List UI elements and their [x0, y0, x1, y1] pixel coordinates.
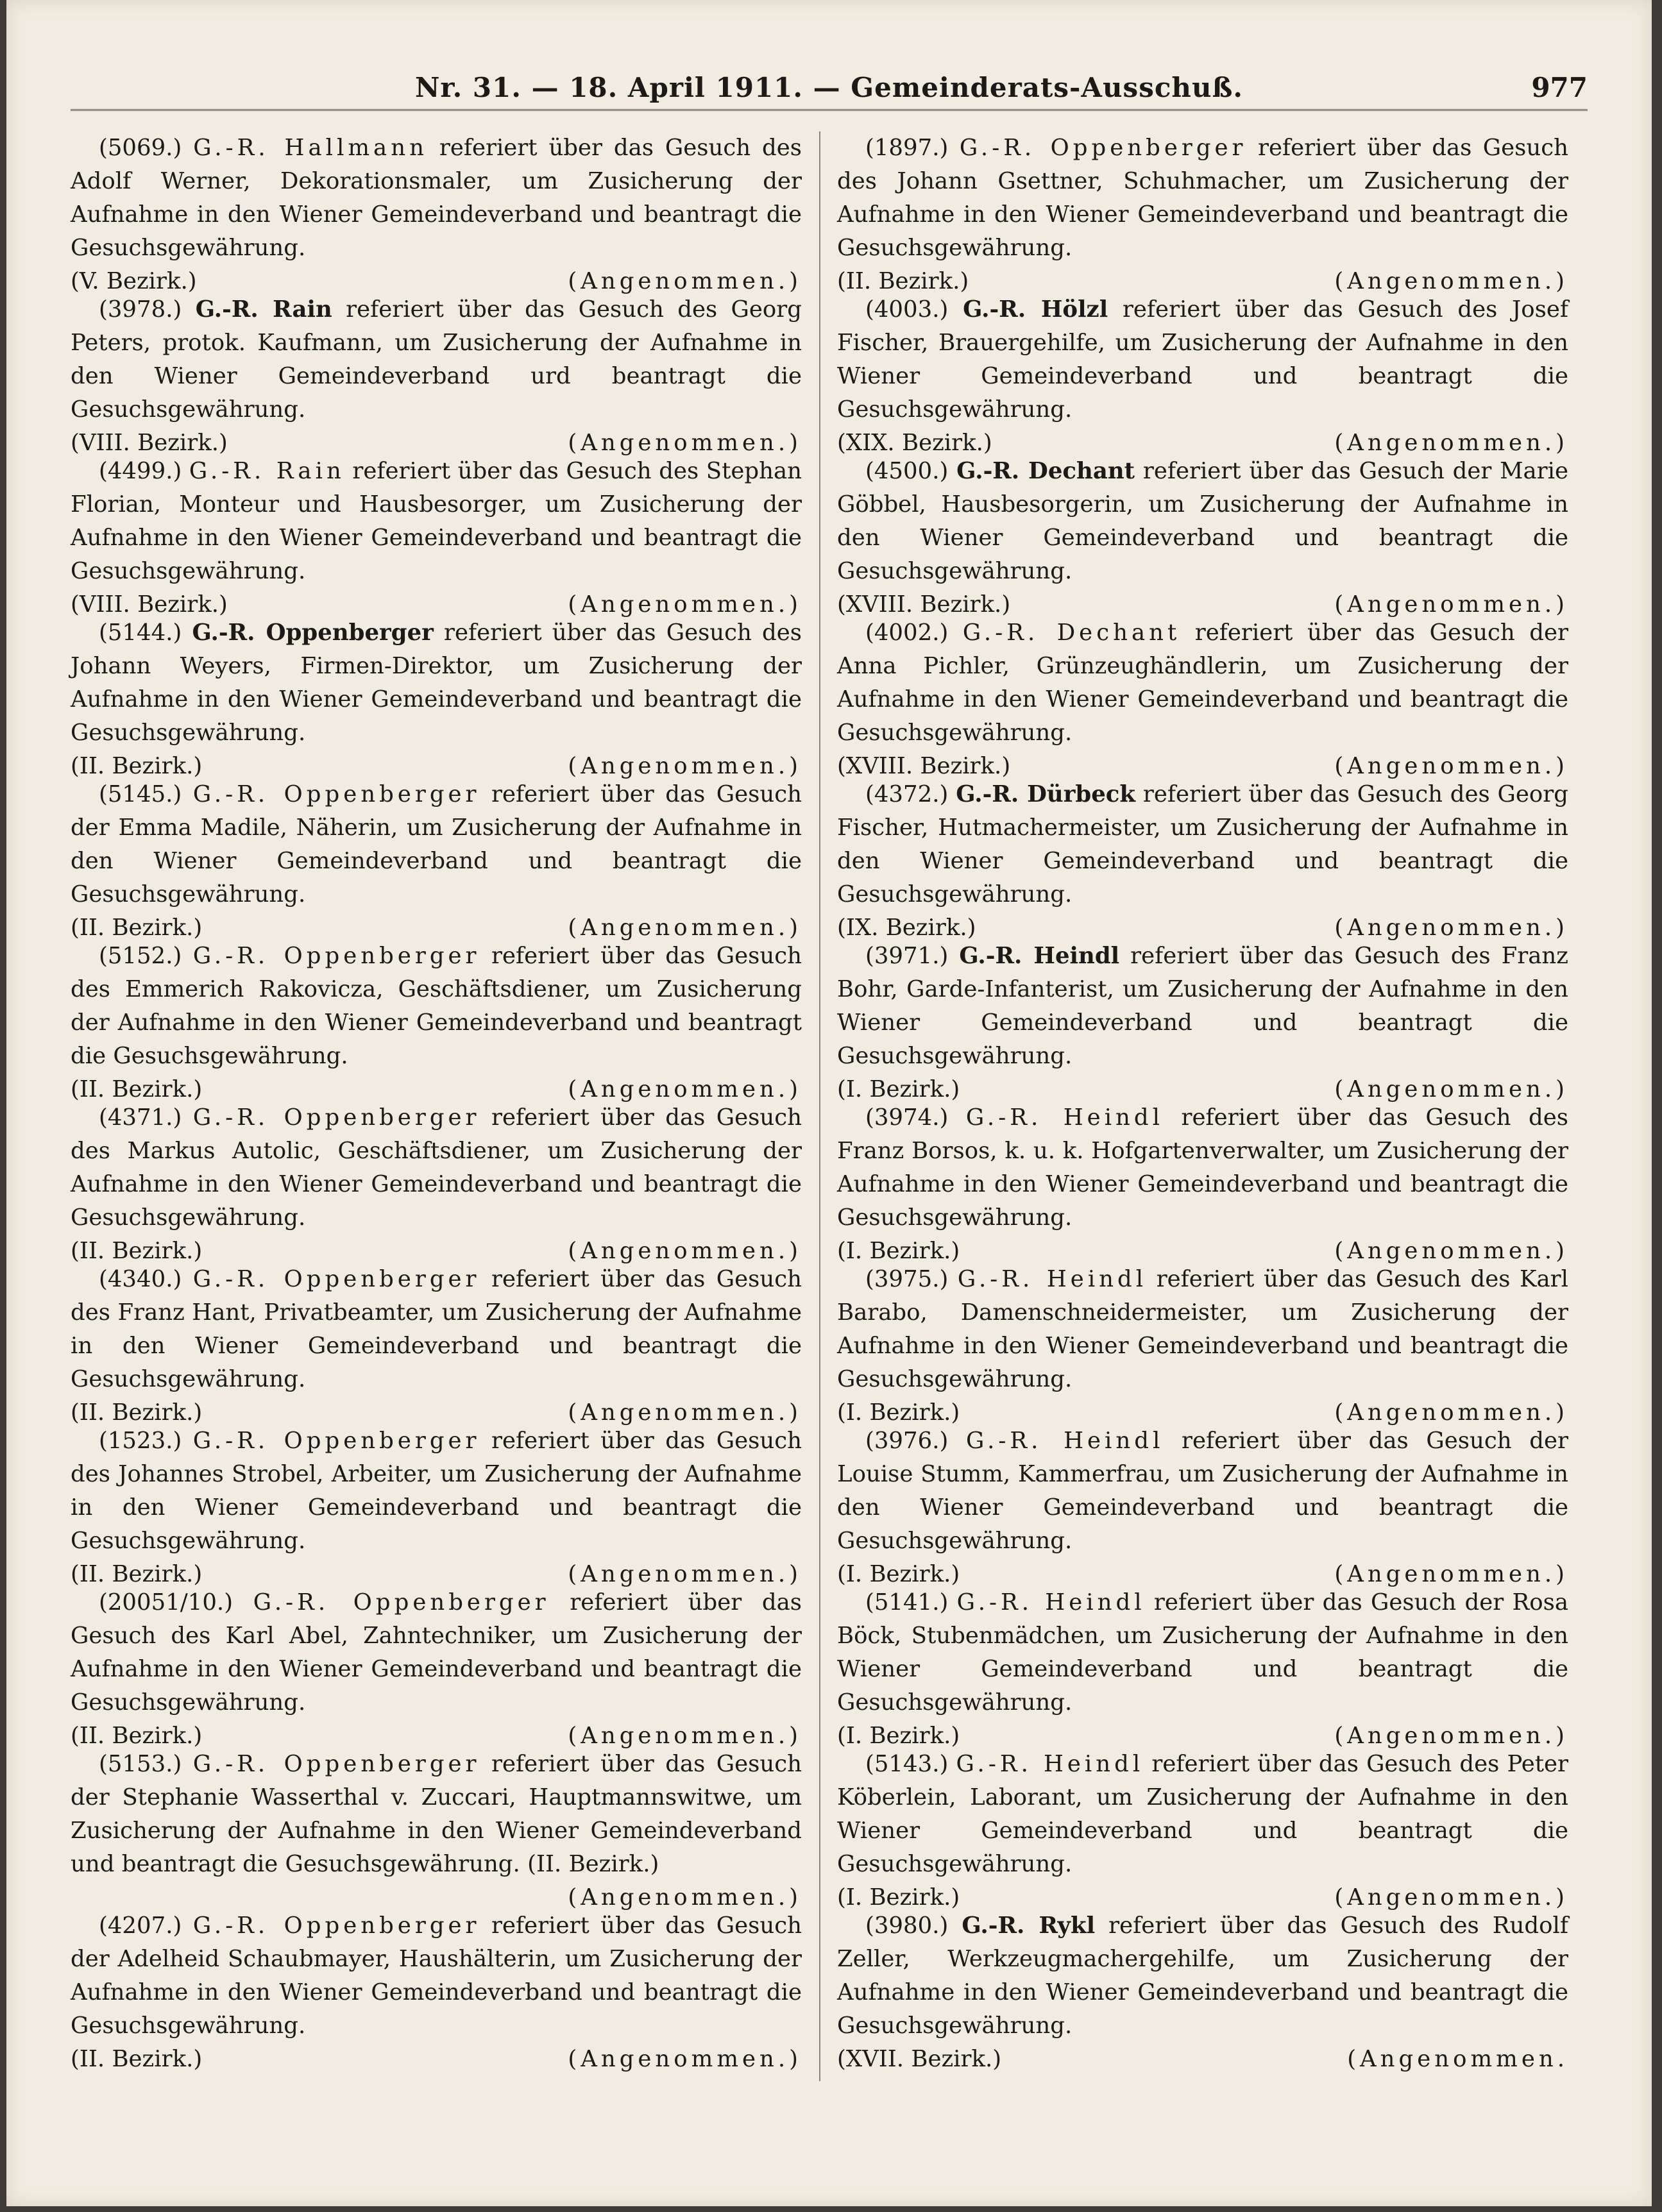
entry-text: [71, 616, 802, 750]
result-label: (Angenommen.): [568, 268, 802, 294]
district-label: (V. Bezirk.): [71, 268, 197, 294]
resolution-entry: [837, 1909, 1568, 2071]
entry-number: (3976.): [865, 1428, 949, 1454]
entry-body: referiert über das Gesuch der Rosa Böck, Stubenmädchen, um Zusicherung der Aufnahme in den Wiener Gemeindeverband und beantragt die Gesuchsgewährung.: [837, 1589, 1568, 1716]
reporter-name: G.-R. Rain: [195, 296, 332, 323]
reporter-name: G.-R. Dürbeck: [956, 781, 1136, 807]
entry-footer: [71, 2043, 802, 2076]
resolution-entry: [71, 293, 802, 455]
entry-text: [71, 131, 802, 265]
entry-text: [71, 778, 802, 911]
district-label: (II. Bezirk.): [71, 2046, 203, 2072]
resolution-entry: [837, 778, 1568, 940]
result-label: (Angenommen.): [1334, 915, 1568, 941]
entry-text: [837, 455, 1568, 588]
entry-text: [71, 1748, 802, 1881]
result-label: (Angenommen.): [568, 2046, 802, 2072]
reporter-name: G.-R. Oppenberger: [192, 1266, 480, 1292]
left-column: [71, 131, 802, 2071]
entry-body: referiert über das Gesuch des Peter Köberlein, Laborant, um Zusicherung der Aufnahme in den Wiener Gemeindeverband und beantragt die Gesuchsgewährung.: [837, 1751, 1568, 1877]
entry-text: [837, 1263, 1568, 1396]
entry-body: referiert über das Gesuch des Karl Abel, Zahntechniker, um Zusicherung der Aufnahme in den Wiener Gemeindeverband und beantragt die Gesuchsgewährung.: [71, 1589, 802, 1716]
reporter-name: G.-R. Oppenberger: [192, 781, 480, 807]
district-label: (II. Bezirk.): [71, 753, 203, 779]
reporter-name: G.-R. Heindl: [965, 1104, 1164, 1131]
entry-body: referiert über das Gesuch des Franz Hant, Privatbeamter, um Zusicherung der Aufnahme in den Wiener Gemeindeverband und beantragt die Gesuchsgewährung.: [71, 1266, 802, 1392]
entry-body: referiert über das Gesuch des Franz Borsos, k. u. k. Hofgartenverwalter, um Zusicherung der Aufnahme in den Wiener Gemeindeverband und beantragt die Gesuchsgewährung.: [837, 1104, 1568, 1231]
entry-number: (5144.): [99, 620, 182, 646]
newspaper-page: [6, 0, 1652, 2206]
district-label: (I. Bezirk.): [837, 1238, 960, 1264]
resolution-entry: [71, 778, 802, 940]
entry-text: [837, 1586, 1568, 1719]
resolution-entry: [837, 1586, 1568, 1748]
district-label: (VIII. Bezirk.): [71, 591, 228, 618]
result-label: (Angenommen.): [568, 915, 802, 941]
entry-text: [837, 131, 1568, 265]
entry-text: [71, 1263, 802, 1396]
result-label: (Angenommen.): [1334, 1076, 1568, 1102]
resolution-entry: [837, 1263, 1568, 1424]
district-label: (II. Bezirk.): [71, 1723, 203, 1749]
result-label: (Angenommen.): [568, 1076, 802, 1102]
entry-text: [837, 1101, 1568, 1235]
entry-body: referiert über das Gesuch des Stephan Florian, Monteur und Hausbesorger, um Zusicherung der Aufnahme in den Wiener Gemeindeverband und beantragt die Gesuchsgewährung.: [71, 458, 802, 584]
entry-number: (3971.): [865, 943, 949, 969]
reporter-name: G.-R. Oppenberger: [253, 1589, 550, 1616]
result-label: (Angenommen.): [1334, 753, 1568, 779]
entry-text: [837, 778, 1568, 911]
reporter-name: G.-R. Dechant: [962, 620, 1181, 646]
district-label: (I. Bezirk.): [837, 1076, 960, 1102]
district-label: (II. Bezirk.): [71, 915, 203, 941]
resolution-entry: [837, 1748, 1568, 1909]
district-label: (II. Bezirk.): [837, 268, 969, 294]
reporter-name: G.-R. Oppenberger: [192, 943, 480, 969]
resolution-entry: [71, 616, 802, 778]
page-number: 977: [1531, 72, 1588, 103]
entry-body: referiert über das Gesuch des Rudolf Zeller, Werkzeugmachergehilfe, um Zusicherung der Aufnahme in den Wiener Gemeindeverband und beantragt die Gesuchsgewährung.: [837, 1912, 1568, 2039]
entry-body: referiert über das Gesuch des Emmerich Rakovicza, Geschäftsdiener, um Zusicherung der Aufnahme in den Wiener Gemeindeverband und beantragt die Gesuchsgewährung.: [71, 943, 802, 1069]
resolution-entry: [837, 1101, 1568, 1263]
result-label: (Angenommen.): [1334, 430, 1568, 456]
result-label: (Angenommen.): [568, 1723, 802, 1749]
entry-text: [71, 1101, 802, 1235]
reporter-name: G.-R. Oppenberger: [192, 1104, 480, 1131]
entry-number: (4003.): [865, 296, 949, 323]
entry-number: (4499.): [99, 458, 182, 484]
header-rule: [71, 109, 1588, 111]
entry-text: [837, 1748, 1568, 1881]
entry-text: [71, 1424, 802, 1558]
result-label: (Angenommen.): [568, 1561, 802, 1587]
resolution-entry: [71, 1263, 802, 1424]
result-label: (Angenommen.): [568, 1399, 802, 1426]
entry-body: referiert über das Gesuch der Louise Stumm, Kammerfrau, um Zusicherung der Aufnahme in den Wiener Gemeindeverband und beantragt die Gesuchsgewährung.: [837, 1428, 1569, 1554]
reporter-name: G.-R. Oppenberger: [192, 1912, 480, 1939]
entry-number: (4207.): [99, 1912, 182, 1939]
district-label: (II. Bezirk.): [71, 1399, 203, 1426]
district-label: (II. Bezirk.): [71, 1561, 203, 1587]
resolution-entry: [837, 455, 1568, 616]
district-label: (II. Bezirk.): [71, 1238, 203, 1264]
column-divider: [819, 131, 820, 2081]
entry-text: [71, 293, 802, 426]
entry-text: [837, 293, 1568, 426]
district-label: (I. Bezirk.): [837, 1723, 960, 1749]
entry-text: [837, 1424, 1568, 1558]
result-label: (Angenommen.): [568, 753, 802, 779]
entry-number: (4372.): [865, 781, 949, 807]
district-label: (VIII. Bezirk.): [71, 430, 228, 456]
entry-footer: [837, 2043, 1568, 2076]
entry-number: (5153.): [99, 1751, 182, 1777]
reporter-name: G.-R. Heindl: [966, 1428, 1164, 1454]
entry-number: (3980.): [865, 1912, 949, 1939]
district-label: (I. Bezirk.): [837, 1884, 960, 1911]
resolution-entry: [71, 1748, 802, 1909]
result-label: (Angenommen.): [1334, 268, 1568, 294]
reporter-name: G.-R. Heindl: [956, 1589, 1146, 1616]
entry-text: [71, 1586, 802, 1719]
entry-number: (4500.): [865, 458, 949, 484]
result-label: (Angenommen.): [1334, 1723, 1568, 1749]
resolution-entry: [71, 1586, 802, 1748]
result-label: (Angenommen.): [568, 591, 802, 618]
reporter-name: G.-R. Rain: [189, 458, 345, 484]
entry-body: referiert über das Gesuch der Stephanie Wasserthal v. Zuccari, Hauptmannswitwe, um Zusicherung der Aufnahme in den Wiener Gemeindeverband und beantragt die Gesuchsgewährung. (II. Bezirk.): [71, 1751, 802, 1877]
result-label: (Angenommen.): [1334, 1399, 1568, 1426]
district-label: (XIX. Bezirk.): [837, 430, 992, 456]
entry-body: referiert über das Gesuch des Georg Fischer, Hutmachermeister, um Zusicherung der Aufnahme in den Wiener Gemeindeverband und beantragt die Gesuchsgewährung.: [837, 781, 1568, 908]
entry-number: (4371.): [99, 1104, 182, 1131]
entry-body: referiert über das Gesuch des Johann Gsettner, Schuhmacher, um Zusicherung der Aufnahme in den Wiener Gemeindeverband und beantragt die Gesuchsgewährung.: [837, 135, 1568, 261]
entry-number: (3978.): [99, 296, 182, 323]
district-label: (I. Bezirk.): [837, 1399, 960, 1426]
resolution-entry: [71, 455, 802, 616]
resolution-entry: [71, 940, 802, 1101]
entry-text: [71, 1909, 802, 2043]
entry-number: (5143.): [865, 1751, 949, 1777]
resolution-entry: [837, 131, 1568, 293]
entry-number: (5152.): [99, 943, 182, 969]
entry-number: (3975.): [865, 1266, 949, 1292]
district-label: (XVIII. Bezirk.): [837, 753, 1011, 779]
entry-body: referiert über das Gesuch des Johannes Strobel, Arbeiter, um Zusicherung der Aufnahme in den Wiener Gemeindeverband und beantragt die Gesuchsgewährung.: [71, 1428, 802, 1554]
entry-body: referiert über das Gesuch des Franz Bohr, Garde-Infanterist, um Zusicherung der Aufnahme in den Wiener Gemeindeverband und beantragt die Gesuchsgewährung.: [837, 943, 1568, 1069]
entry-number: (4002.): [865, 620, 949, 646]
result-label: (Angenommen.): [568, 430, 802, 456]
reporter-name: G.-R. Hölzl: [963, 296, 1108, 323]
result-label: (Angenommen.: [1347, 2046, 1568, 2072]
resolution-entry: [71, 1909, 802, 2071]
result-label: (Angenommen.): [1334, 1561, 1568, 1587]
reporter-name: G.-R. Dechant: [956, 458, 1135, 484]
district-label: (XVII. Bezirk.): [837, 2046, 1002, 2072]
reporter-name: G.-R. Oppenberger: [959, 135, 1247, 161]
entry-body: referiert über das Gesuch der Marie Göbbel, Hausbesorgerin, um Zusicherung der Aufnahme in den Wiener Gemeindeverband und beantragt die Gesuchsgewährung.: [837, 458, 1568, 584]
entry-text: [837, 1909, 1568, 2043]
entry-number: (5141.): [865, 1589, 949, 1616]
result-label: (Angenommen.): [1334, 1884, 1568, 1911]
entry-body: referiert über das Gesuch des Markus Autolic, Geschäftsdiener, um Zusicherung der Aufnahme in den Wiener Gemeindeverband und beantragt die Gesuchsgewährung.: [71, 1104, 802, 1231]
entry-body: referiert über das Gesuch der Adelheid Schaubmayer, Haushälterin, um Zusicherung der Aufnahme in den Wiener Gemeindeverband und beantragt die Gesuchsgewährung.: [71, 1912, 802, 2039]
entry-text: [837, 616, 1568, 750]
entry-text: [71, 940, 802, 1073]
district-label: (I. Bezirk.): [837, 1561, 960, 1587]
entry-body: referiert über das Gesuch des Karl Barabo, Damenschneidermeister, um Zusicherung der Aufnahme in den Wiener Gemeindeverband und beantragt die Gesuchsgewährung.: [837, 1266, 1568, 1392]
reporter-name: G.-R. Heindl: [957, 1266, 1148, 1292]
result-label: (Angenommen.): [1334, 1238, 1568, 1264]
entry-body: referiert über das Gesuch des Josef Fischer, Brauergehilfe, um Zusicherung der Aufnahme in den Wiener Gemeindeverband und beantragt die Gesuchsgewährung.: [837, 296, 1568, 423]
resolution-entry: [837, 1424, 1568, 1586]
entry-text: [71, 455, 802, 588]
resolution-entry: [71, 131, 802, 293]
result-label: (Angenommen.): [568, 1238, 802, 1264]
district-label: (IX. Bezirk.): [837, 915, 976, 941]
reporter-name: G.-R. Rykl: [962, 1912, 1096, 1939]
resolution-entry: [71, 1424, 802, 1586]
district-label: (II. Bezirk.): [71, 1076, 203, 1102]
entry-number: (5069.): [99, 135, 182, 161]
reporter-name: G.-R. Heindl: [956, 1751, 1144, 1777]
entry-number: (20051/10.): [99, 1589, 233, 1616]
header-title: Nr. 31. — 18. April 1911. — Gemeinderats-Ausschuß.: [414, 72, 1244, 103]
district-label: (XVIII. Bezirk.): [837, 591, 1011, 618]
entry-number: (4340.): [99, 1266, 182, 1292]
entry-number: (5145.): [99, 781, 182, 807]
result-label: (Angenommen.): [568, 1884, 802, 1911]
resolution-entry: [71, 1101, 802, 1263]
entry-number: (1897.): [865, 135, 949, 161]
reporter-name: G.-R. Oppenberger: [192, 1751, 480, 1777]
resolution-entry: [837, 616, 1568, 778]
reporter-name: G.-R. Heindl: [959, 943, 1120, 969]
entry-body: referiert über das Gesuch des Georg Peters, protok. Kaufmann, um Zusicherung der Aufnahme in den Wiener Gemeindeverband urd beantragt die Gesuchsgewährung.: [71, 296, 802, 423]
right-column: [837, 131, 1568, 2071]
entry-body: referiert über das Gesuch des Johann Weyers, Firmen-Direktor, um Zusicherung der Aufnahme in den Wiener Gemeindeverband und beantragt die Gesuchsgewährung.: [71, 620, 802, 746]
reporter-name: G.-R. Hallmann: [193, 135, 428, 161]
entry-body: referiert über das Gesuch der Anna Pichler, Grünzeughändlerin, um Zusicherung der Aufnahme in den Wiener Gemeindeverband und beantragt die Gesuchsgewährung.: [837, 620, 1568, 746]
entry-number: (3974.): [865, 1104, 949, 1131]
resolution-entry: [837, 940, 1568, 1101]
result-label: (Angenommen.): [1334, 591, 1568, 618]
resolution-entry: [837, 293, 1568, 455]
reporter-name: G.-R. Oppenberger: [192, 1428, 480, 1454]
entry-number: (1523.): [99, 1428, 182, 1454]
entry-text: [837, 940, 1568, 1073]
reporter-name: G.-R. Oppenberger: [192, 620, 434, 646]
entry-body: referiert über das Gesuch des Adolf Werner, Dekorationsmaler, um Zusicherung der Aufnahme in den Wiener Gemeindeverband und beantragt die Gesuchsgewährung.: [71, 135, 802, 261]
entry-body: referiert über das Gesuch der Emma Madile, Näherin, um Zusicherung der Aufnahme in den Wiener Gemeindeverband und beantragt die Gesuchsgewährung.: [71, 781, 802, 908]
